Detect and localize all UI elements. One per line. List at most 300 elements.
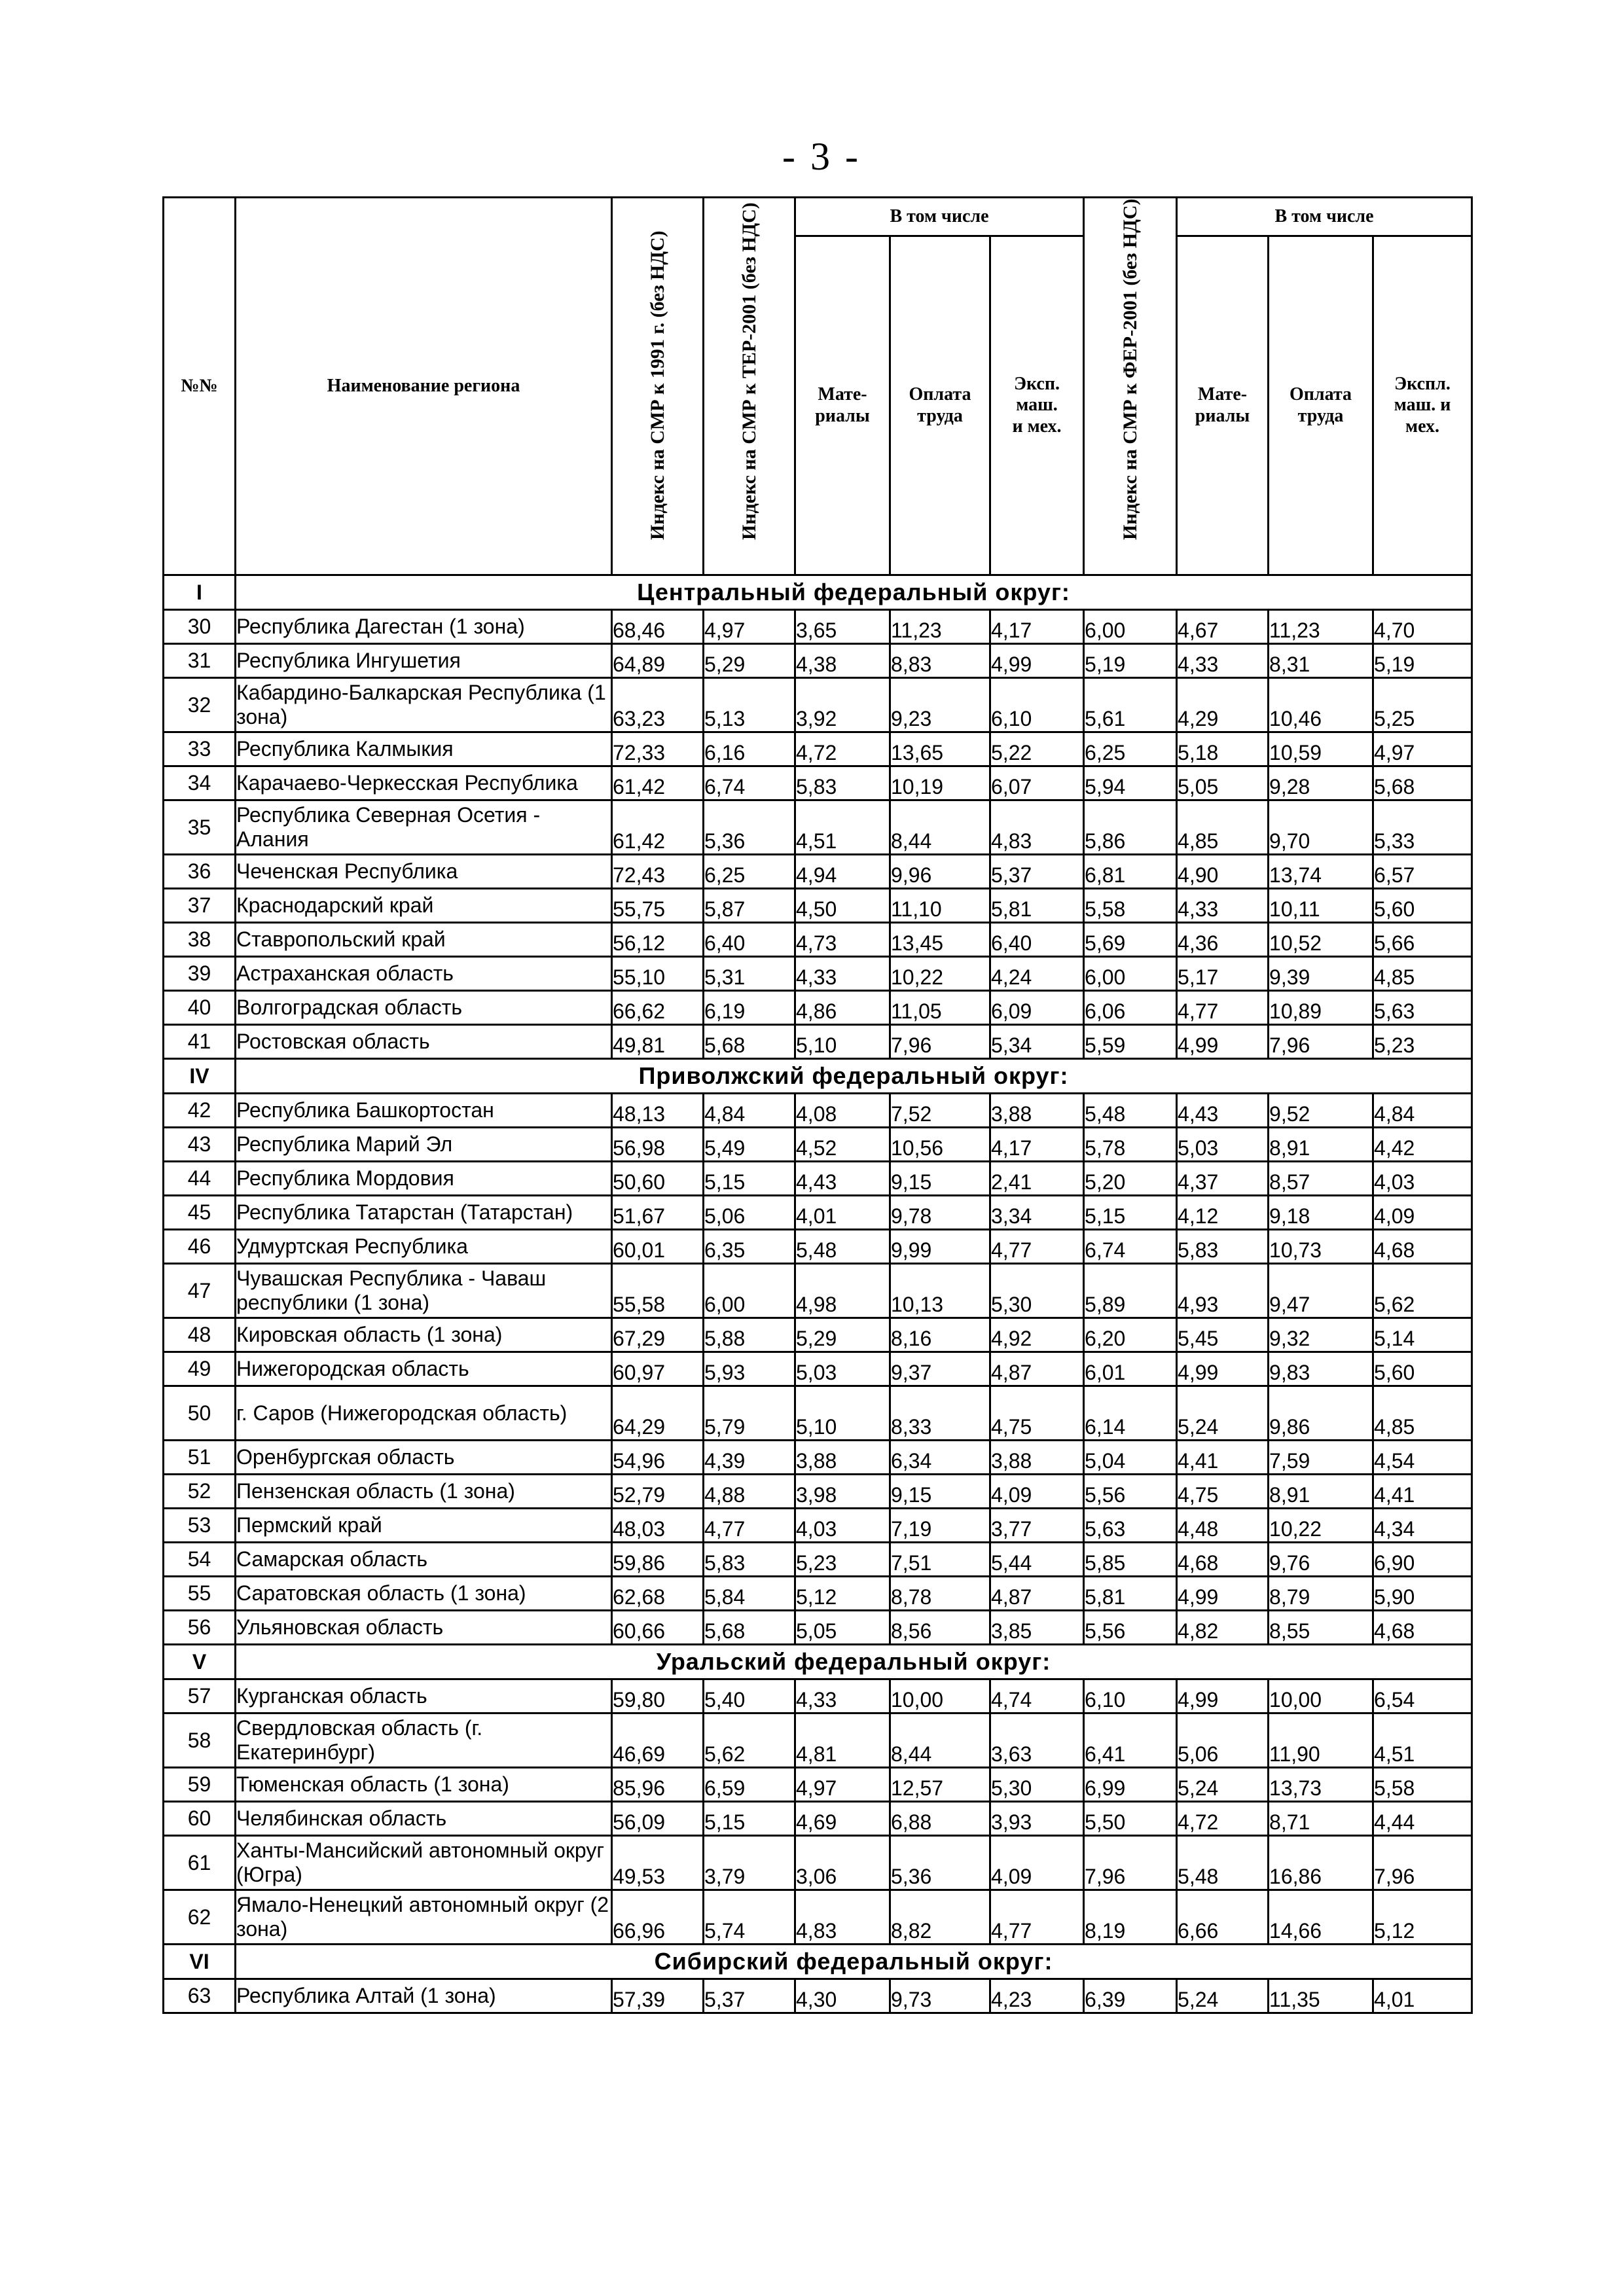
value-cell: 11,10 (890, 889, 990, 923)
value-cell: 3,88 (990, 1094, 1084, 1128)
region-name: Республика Калмыкия (236, 732, 612, 766)
value-cell: 4,84 (1373, 1094, 1472, 1128)
value-cell: 4,99 (1177, 1025, 1269, 1059)
value-cell: 5,66 (1373, 923, 1472, 957)
row-number: 30 (164, 610, 236, 644)
value-cell: 5,15 (1084, 1196, 1177, 1230)
row-number: 55 (164, 1577, 236, 1611)
value-cell: 60,97 (612, 1352, 704, 1386)
value-cell: 5,63 (1373, 991, 1472, 1025)
value-cell: 6,74 (1084, 1230, 1177, 1264)
value-cell: 49,53 (612, 1836, 704, 1890)
table-row (164, 1386, 1472, 1441)
value-cell: 6,10 (1084, 1679, 1177, 1713)
region-name: Ульяновская область (236, 1611, 612, 1645)
value-cell: 13,74 (1269, 855, 1373, 889)
value-cell: 4,75 (1177, 1475, 1269, 1509)
value-cell: 4,34 (1373, 1509, 1472, 1543)
value-cell: 4,52 (795, 1128, 890, 1162)
value-cell: 4,87 (990, 1352, 1084, 1386)
value-cell: 11,23 (890, 610, 990, 644)
region-name: Пензенская область (1 зона) (236, 1475, 612, 1509)
value-cell: 5,44 (990, 1543, 1084, 1577)
value-cell: 4,99 (990, 644, 1084, 678)
value-cell: 56,12 (612, 923, 704, 957)
region-name: Ханты-Мансийский автономный округ (Югра) (236, 1836, 612, 1890)
table-row (164, 1577, 1472, 1611)
value-cell: 5,58 (1373, 1768, 1472, 1802)
row-number: 44 (164, 1162, 236, 1196)
value-cell: 4,68 (1373, 1611, 1472, 1645)
header-machines-2: Экспл. маш. и мех. (1373, 236, 1472, 575)
row-number: 62 (164, 1890, 236, 1945)
page-number: - 3 - (782, 135, 861, 178)
value-cell: 8,44 (890, 1713, 990, 1768)
value-cell: 4,97 (795, 1768, 890, 1802)
value-cell: 61,42 (612, 766, 704, 800)
value-cell: 4,81 (795, 1713, 890, 1768)
value-cell: 5,29 (795, 1318, 890, 1352)
header-index-1991: Индекс на СМР к 1991 г. (без НДС) (612, 198, 704, 575)
value-cell: 85,96 (612, 1768, 704, 1802)
value-cell: 5,58 (1084, 889, 1177, 923)
region-name: Чеченская Республика (236, 855, 612, 889)
value-cell: 3,77 (990, 1509, 1084, 1543)
row-number: 35 (164, 800, 236, 855)
region-name: Ставропольский край (236, 923, 612, 957)
value-cell: 4,77 (1177, 991, 1269, 1025)
row-number: 36 (164, 855, 236, 889)
table-row (164, 1768, 1472, 1802)
region-name: Кировская область (1 зона) (236, 1318, 612, 1352)
value-cell: 5,61 (1084, 678, 1177, 732)
value-cell: 5,68 (1373, 766, 1472, 800)
value-cell: 54,96 (612, 1441, 704, 1475)
table-row (164, 766, 1472, 800)
value-cell: 8,57 (1269, 1162, 1373, 1196)
value-cell: 6,41 (1084, 1713, 1177, 1768)
value-cell: 5,89 (1084, 1264, 1177, 1318)
value-cell: 4,51 (795, 800, 890, 855)
value-cell: 9,39 (1269, 957, 1373, 991)
value-cell: 5,37 (704, 1979, 795, 2013)
value-cell: 4,33 (1177, 889, 1269, 923)
table-body (164, 575, 1472, 2013)
value-cell: 9,76 (1269, 1543, 1373, 1577)
value-cell: 4,42 (1373, 1128, 1472, 1162)
value-cell: 10,56 (890, 1128, 990, 1162)
value-cell: 64,89 (612, 644, 704, 678)
value-cell: 4,68 (1177, 1543, 1269, 1577)
row-number: 37 (164, 889, 236, 923)
table-row (164, 1196, 1472, 1230)
region-name: Саратовская область (1 зона) (236, 1577, 612, 1611)
region-name: Свердловская область (г. Екатеринбург) (236, 1713, 612, 1768)
row-number: 41 (164, 1025, 236, 1059)
value-cell: 4,83 (990, 800, 1084, 855)
value-cell: 5,48 (795, 1230, 890, 1264)
value-cell: 10,59 (1269, 732, 1373, 766)
row-number: 31 (164, 644, 236, 678)
table-row (164, 1979, 1472, 2013)
row-number: 50 (164, 1386, 236, 1441)
value-cell: 4,09 (990, 1836, 1084, 1890)
value-cell: 10,22 (890, 957, 990, 991)
value-cell: 4,24 (990, 957, 1084, 991)
region-name: Республика Алтай (1 зона) (236, 1979, 612, 2013)
table-row (164, 889, 1472, 923)
region-name: Республика Мордовия (236, 1162, 612, 1196)
value-cell: 3,06 (795, 1836, 890, 1890)
value-cell: 57,39 (612, 1979, 704, 2013)
value-cell: 10,22 (1269, 1509, 1373, 1543)
value-cell: 7,96 (1084, 1836, 1177, 1890)
value-cell: 5,83 (704, 1543, 795, 1577)
value-cell: 62,68 (612, 1577, 704, 1611)
table-row (164, 1509, 1472, 1543)
header-labor-1: Оплата труда (890, 236, 990, 575)
value-cell: 5,30 (990, 1264, 1084, 1318)
region-name: Кабардино-Балкарская Республика (1 зона) (236, 678, 612, 732)
value-cell: 7,19 (890, 1509, 990, 1543)
value-cell: 4,72 (1177, 1802, 1269, 1836)
value-cell: 7,96 (1373, 1836, 1472, 1890)
value-cell: 60,66 (612, 1611, 704, 1645)
value-cell: 4,77 (990, 1230, 1084, 1264)
value-cell: 10,11 (1269, 889, 1373, 923)
value-cell: 4,33 (1177, 644, 1269, 678)
value-cell: 10,46 (1269, 678, 1373, 732)
value-cell: 6,00 (1084, 957, 1177, 991)
value-cell: 4,85 (1177, 800, 1269, 855)
value-cell: 5,48 (1084, 1094, 1177, 1128)
value-cell: 4,33 (795, 957, 890, 991)
table-row (164, 1025, 1472, 1059)
value-cell: 56,09 (612, 1802, 704, 1836)
value-cell: 7,51 (890, 1543, 990, 1577)
value-cell: 68,46 (612, 610, 704, 644)
value-cell: 6,88 (890, 1802, 990, 1836)
value-cell: 6,66 (1177, 1890, 1269, 1945)
value-cell: 6,25 (1084, 732, 1177, 766)
value-cell: 6,81 (1084, 855, 1177, 889)
value-cell: 4,17 (990, 1128, 1084, 1162)
value-cell: 48,03 (612, 1509, 704, 1543)
value-cell: 4,68 (1373, 1230, 1472, 1264)
value-cell: 2,41 (990, 1162, 1084, 1196)
value-cell: 13,73 (1269, 1768, 1373, 1802)
value-cell: 4,73 (795, 923, 890, 957)
row-number: 51 (164, 1441, 236, 1475)
table-row (164, 732, 1472, 766)
region-name: Чувашская Республика - Чаваш республики (1 зона) (236, 1264, 612, 1318)
value-cell: 4,41 (1373, 1475, 1472, 1509)
table-row (164, 923, 1472, 957)
value-cell: 59,86 (612, 1543, 704, 1577)
value-cell: 6,00 (704, 1264, 795, 1318)
value-cell: 5,14 (1373, 1318, 1472, 1352)
region-name: Волгоградская область (236, 991, 612, 1025)
value-cell: 10,00 (890, 1679, 990, 1713)
value-cell: 4,29 (1177, 678, 1269, 732)
value-cell: 8,16 (890, 1318, 990, 1352)
value-cell: 66,62 (612, 991, 704, 1025)
value-cell: 13,65 (890, 732, 990, 766)
value-cell: 9,70 (1269, 800, 1373, 855)
value-cell: 5,60 (1373, 889, 1472, 923)
value-cell: 5,29 (704, 644, 795, 678)
value-cell: 4,85 (1373, 1386, 1472, 1441)
value-cell: 4,08 (795, 1094, 890, 1128)
value-cell: 5,10 (795, 1025, 890, 1059)
value-cell: 4,99 (1177, 1679, 1269, 1713)
region-name: Республика Татарстан (Татарстан) (236, 1196, 612, 1230)
value-cell: 6,14 (1084, 1386, 1177, 1441)
value-cell: 7,52 (890, 1094, 990, 1128)
value-cell: 5,25 (1373, 678, 1472, 732)
value-cell: 9,47 (1269, 1264, 1373, 1318)
row-number: 59 (164, 1768, 236, 1802)
value-cell: 9,78 (890, 1196, 990, 1230)
value-cell: 8,56 (890, 1611, 990, 1645)
row-number: 42 (164, 1094, 236, 1128)
value-cell: 5,62 (1373, 1264, 1472, 1318)
section-numeral: IV (164, 1059, 236, 1094)
header-machines-1: Эксп. маш. и мех. (990, 236, 1084, 575)
header-materials-2: Мате- риалы (1177, 236, 1269, 575)
table-row (164, 1611, 1472, 1645)
value-cell: 59,80 (612, 1679, 704, 1713)
value-cell: 3,63 (990, 1713, 1084, 1768)
value-cell: 5,30 (990, 1768, 1084, 1802)
value-cell: 4,48 (1177, 1509, 1269, 1543)
value-cell: 6,90 (1373, 1543, 1472, 1577)
value-cell: 10,73 (1269, 1230, 1373, 1264)
value-cell: 5,13 (704, 678, 795, 732)
value-cell: 4,92 (990, 1318, 1084, 1352)
value-cell: 5,62 (704, 1713, 795, 1768)
value-cell: 8,83 (890, 644, 990, 678)
value-cell: 6,25 (704, 855, 795, 889)
value-cell: 5,83 (1177, 1230, 1269, 1264)
value-cell: 5,88 (704, 1318, 795, 1352)
value-cell: 4,39 (704, 1441, 795, 1475)
region-name: Республика Башкортостан (236, 1094, 612, 1128)
value-cell: 4,36 (1177, 923, 1269, 957)
value-cell: 5,45 (1177, 1318, 1269, 1352)
value-cell: 10,89 (1269, 991, 1373, 1025)
value-cell: 6,54 (1373, 1679, 1472, 1713)
row-number: 57 (164, 1679, 236, 1713)
value-cell: 4,37 (1177, 1162, 1269, 1196)
region-name: Нижегородская область (236, 1352, 612, 1386)
value-cell: 10,00 (1269, 1679, 1373, 1713)
value-cell: 5,90 (1373, 1577, 1472, 1611)
value-cell: 9,96 (890, 855, 990, 889)
value-cell: 5,15 (704, 1162, 795, 1196)
value-cell: 46,69 (612, 1713, 704, 1768)
value-cell: 49,81 (612, 1025, 704, 1059)
section-row (164, 1059, 1472, 1094)
value-cell: 61,42 (612, 800, 704, 855)
region-name: Краснодарский край (236, 889, 612, 923)
value-cell: 5,17 (1177, 957, 1269, 991)
region-name: Ямало-Ненецкий автономный округ (2 зона) (236, 1890, 612, 1945)
value-cell: 9,32 (1269, 1318, 1373, 1352)
header-region-name: Наименование региона (236, 198, 612, 575)
region-name: Ростовская область (236, 1025, 612, 1059)
value-cell: 5,63 (1084, 1509, 1177, 1543)
value-cell: 5,12 (795, 1577, 890, 1611)
section-numeral: V (164, 1645, 236, 1679)
value-cell: 3,65 (795, 610, 890, 644)
row-number: 58 (164, 1713, 236, 1768)
region-name: Карачаево-Черкесская Республика (236, 766, 612, 800)
value-cell: 5,86 (1084, 800, 1177, 855)
value-cell: 4,09 (1373, 1196, 1472, 1230)
value-cell: 8,91 (1269, 1475, 1373, 1509)
value-cell: 9,52 (1269, 1094, 1373, 1128)
value-cell: 9,37 (890, 1352, 990, 1386)
table-row (164, 1318, 1472, 1352)
value-cell: 5,22 (990, 732, 1084, 766)
table-row (164, 1128, 1472, 1162)
value-cell: 3,79 (704, 1836, 795, 1890)
value-cell: 5,19 (1084, 644, 1177, 678)
row-number: 60 (164, 1802, 236, 1836)
value-cell: 4,43 (1177, 1094, 1269, 1128)
row-number: 45 (164, 1196, 236, 1230)
value-cell: 5,15 (704, 1802, 795, 1836)
table-row (164, 1836, 1472, 1890)
value-cell: 4,69 (795, 1802, 890, 1836)
value-cell: 3,88 (990, 1441, 1084, 1475)
value-cell: 5,03 (1177, 1128, 1269, 1162)
value-cell: 4,17 (990, 610, 1084, 644)
value-cell: 4,86 (795, 991, 890, 1025)
value-cell: 7,96 (890, 1025, 990, 1059)
value-cell: 6,39 (1084, 1979, 1177, 2013)
value-cell: 4,23 (990, 1979, 1084, 2013)
value-cell: 5,20 (1084, 1162, 1177, 1196)
value-cell: 4,77 (990, 1890, 1084, 1945)
value-cell: 9,99 (890, 1230, 990, 1264)
value-cell: 5,36 (890, 1836, 990, 1890)
value-cell: 4,99 (1177, 1352, 1269, 1386)
row-number: 47 (164, 1264, 236, 1318)
value-cell: 9,73 (890, 1979, 990, 2013)
row-number: 61 (164, 1836, 236, 1890)
region-name: Астраханская область (236, 957, 612, 991)
value-cell: 6,40 (990, 923, 1084, 957)
value-cell: 4,03 (795, 1509, 890, 1543)
value-cell: 5,48 (1177, 1836, 1269, 1890)
value-cell: 5,50 (1084, 1802, 1177, 1836)
value-cell: 9,15 (890, 1475, 990, 1509)
value-cell: 3,98 (795, 1475, 890, 1509)
row-number: 52 (164, 1475, 236, 1509)
value-cell: 9,28 (1269, 766, 1373, 800)
table-row (164, 855, 1472, 889)
value-cell: 5,18 (1177, 732, 1269, 766)
value-cell: 4,77 (704, 1509, 795, 1543)
value-cell: 5,56 (1084, 1475, 1177, 1509)
value-cell: 9,18 (1269, 1196, 1373, 1230)
value-cell: 5,60 (1373, 1352, 1472, 1386)
value-cell: 72,33 (612, 732, 704, 766)
region-name: Удмуртская Республика (236, 1230, 612, 1264)
table-row (164, 1679, 1472, 1713)
header-num: №№ (164, 198, 236, 575)
row-number: 48 (164, 1318, 236, 1352)
value-cell: 3,34 (990, 1196, 1084, 1230)
value-cell: 67,29 (612, 1318, 704, 1352)
value-cell: 11,90 (1269, 1713, 1373, 1768)
region-name: Республика Ингушетия (236, 644, 612, 678)
value-cell: 50,60 (612, 1162, 704, 1196)
row-number: 43 (164, 1128, 236, 1162)
value-cell: 5,81 (1084, 1577, 1177, 1611)
value-cell: 8,44 (890, 800, 990, 855)
value-cell: 4,97 (704, 610, 795, 644)
value-cell: 4,83 (795, 1890, 890, 1945)
region-index-table (162, 196, 1473, 2014)
table-row (164, 644, 1472, 678)
row-number: 39 (164, 957, 236, 991)
value-cell: 4,12 (1177, 1196, 1269, 1230)
table-row (164, 1352, 1472, 1386)
value-cell: 6,20 (1084, 1318, 1177, 1352)
value-cell: 5,06 (1177, 1713, 1269, 1768)
value-cell: 5,79 (704, 1386, 795, 1441)
value-cell: 5,68 (704, 1025, 795, 1059)
value-cell: 6,74 (704, 766, 795, 800)
value-cell: 51,67 (612, 1196, 704, 1230)
region-name: Челябинская область (236, 1802, 612, 1836)
value-cell: 4,03 (1373, 1162, 1472, 1196)
value-cell: 5,10 (795, 1386, 890, 1441)
value-cell: 14,66 (1269, 1890, 1373, 1945)
section-title: Приволжский федеральный округ: (236, 1059, 1472, 1094)
value-cell: 9,83 (1269, 1352, 1373, 1386)
value-cell: 5,19 (1373, 644, 1472, 678)
value-cell: 4,87 (990, 1577, 1084, 1611)
value-cell: 4,97 (1373, 732, 1472, 766)
value-cell: 5,23 (1373, 1025, 1472, 1059)
value-cell: 4,99 (1177, 1577, 1269, 1611)
value-cell: 6,00 (1084, 610, 1177, 644)
value-cell: 4,72 (795, 732, 890, 766)
value-cell: 4,75 (990, 1386, 1084, 1441)
value-cell: 10,19 (890, 766, 990, 800)
row-number: 53 (164, 1509, 236, 1543)
value-cell: 3,85 (990, 1611, 1084, 1645)
header-index-ter-2001: Индекс на СМР к ТЕР-2001 (без НДС) (704, 198, 795, 575)
value-cell: 5,05 (795, 1611, 890, 1645)
row-number: 46 (164, 1230, 236, 1264)
value-cell: 5,81 (990, 889, 1084, 923)
region-name: Тюменская область (1 зона) (236, 1768, 612, 1802)
value-cell: 6,09 (990, 991, 1084, 1025)
value-cell: 4,93 (1177, 1264, 1269, 1318)
value-cell: 4,43 (795, 1162, 890, 1196)
value-cell: 55,75 (612, 889, 704, 923)
value-cell: 5,93 (704, 1352, 795, 1386)
value-cell: 4,01 (1373, 1979, 1472, 2013)
value-cell: 4,01 (795, 1196, 890, 1230)
value-cell: 8,71 (1269, 1802, 1373, 1836)
section-row (164, 1945, 1472, 1979)
